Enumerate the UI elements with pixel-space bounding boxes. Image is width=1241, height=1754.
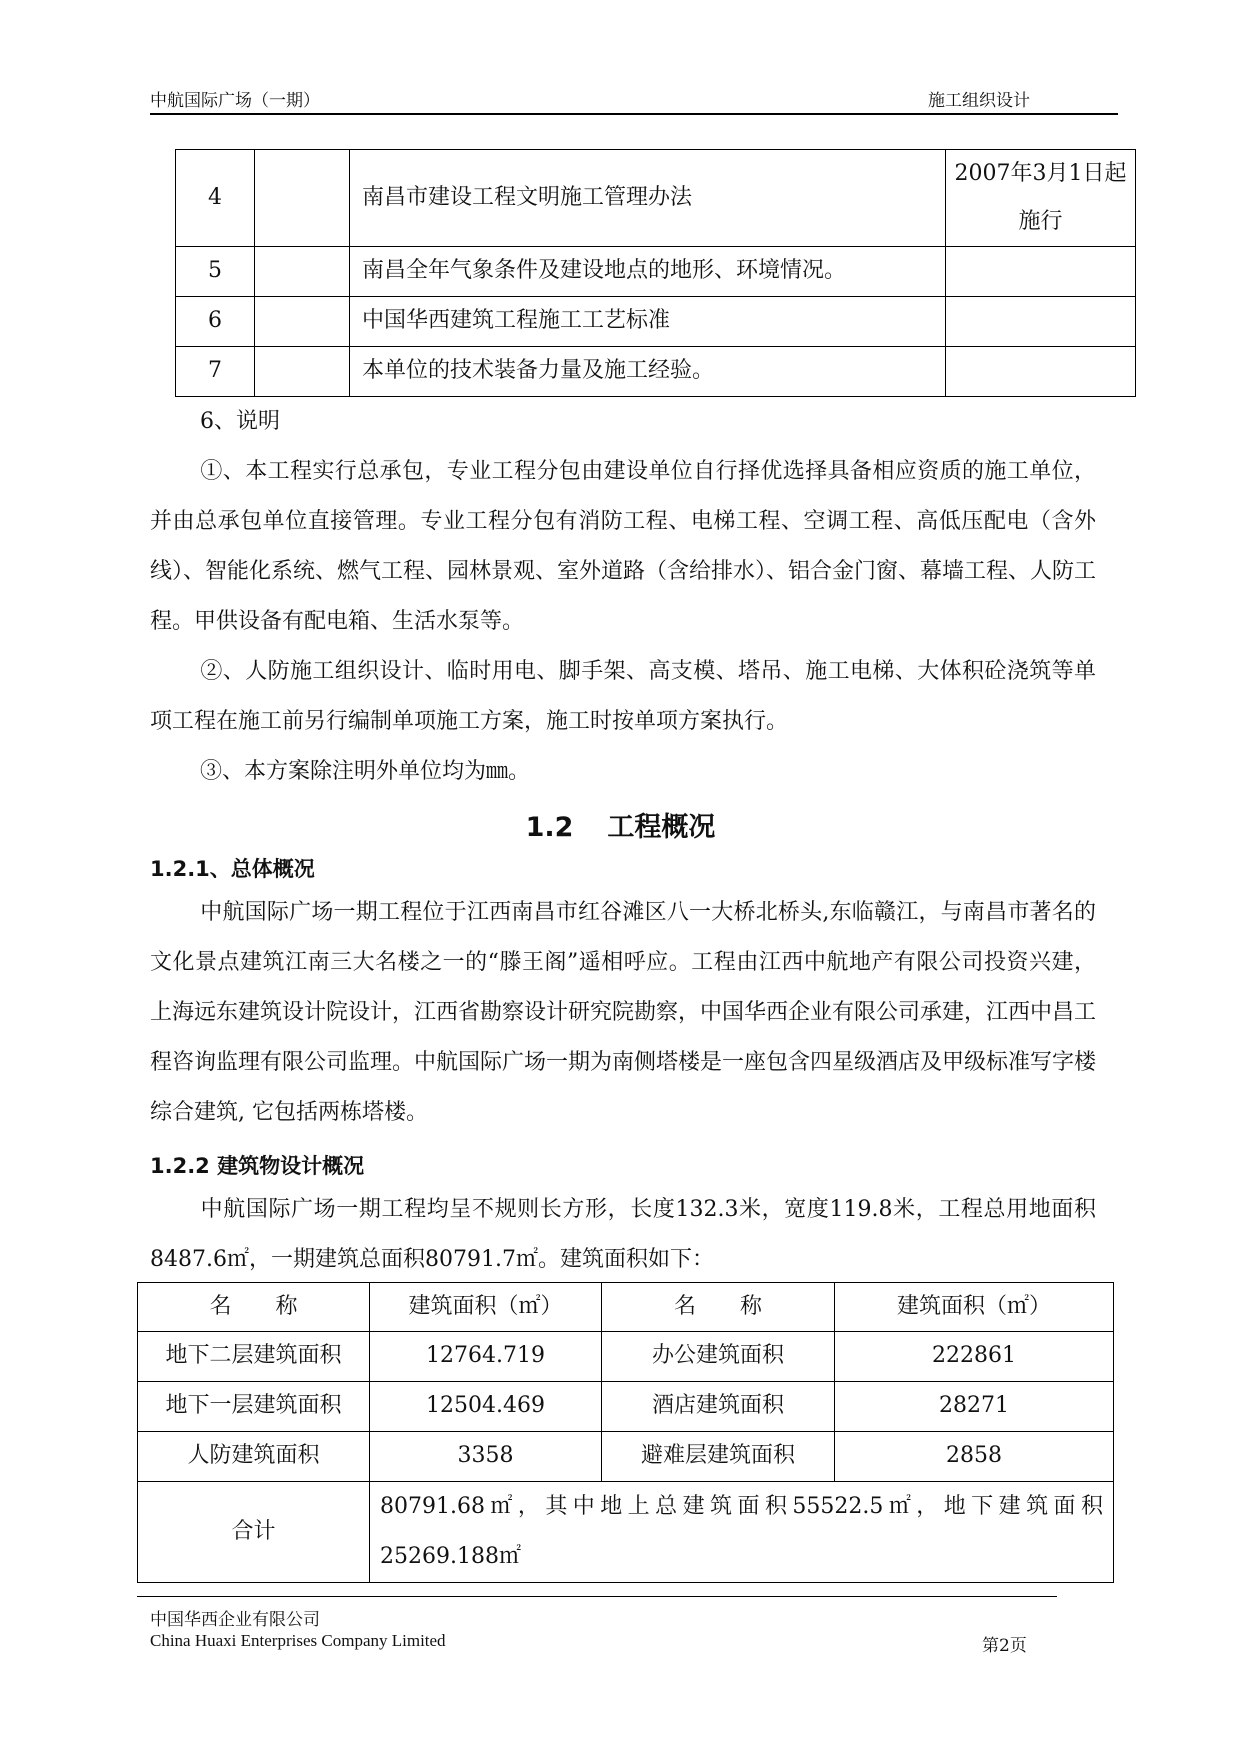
note-item-1-text: ①、本工程实行总承包，专业工程分包由建设单位自行择优选择具备相应资质的施工单位，并由总承包单位直接管理。专业工程分包有消防工程、电梯工程、空调工程、高低压配电（含外线）、智能化系统、燃气工程、园林景观、室外道路（含给排水）、铝合金门窗、幕墙工程、人防工程。甲供设备有配电箱、生活水泵等。 <box>150 459 1097 634</box>
cell: 28271 <box>835 1382 1114 1432</box>
row-code <box>255 347 350 397</box>
table-row <box>176 150 1136 247</box>
note-item-2-text: ②、人防施工组织设计、临时用电、脚手架、高支模、塔吊、施工电梯、大体积砼浇筑等单项工程在施工前另行编制单项施工方案，施工时按单项方案执行。 <box>150 659 1096 734</box>
row-description: 南昌市建设工程文明施工管理办法 <box>350 150 946 247</box>
footer-rule <box>137 1596 1057 1597</box>
row-number: 7 <box>176 347 255 397</box>
cell: 办公建筑面积 <box>602 1332 835 1382</box>
header-rule <box>150 113 1118 115</box>
notes-heading-text: 6、说明 <box>200 409 280 434</box>
table-total-row <box>138 1482 1114 1583</box>
note-item-3-text: ③、本方案除注明外单位均为㎜。 <box>200 759 531 784</box>
section-number: 1.2 <box>525 812 574 843</box>
cell: 12764.719 <box>370 1332 602 1382</box>
table-row <box>176 297 1136 347</box>
row-effective-date <box>946 347 1136 397</box>
design-paragraph <box>150 1185 1096 1285</box>
row-effective-date: 2007年3月1日起施行 <box>946 150 1136 247</box>
row-effective-date <box>946 297 1136 347</box>
table-row <box>138 1382 1114 1432</box>
row-code <box>255 247 350 297</box>
table-row <box>176 347 1136 397</box>
overview-text: 中航国际广场一期工程位于江西南昌市红谷滩区八一大桥北桥头,东临赣江，与南昌市著名的文化景点建筑江南三大名楼之一的“滕王阁”遥相呼应。工程由江西中航地产有限公司投资兴建，上海远东建筑设计院设计，江西省勘察设计研究院勘察，中国华西企业有限公司承建，江西中昌工程咨询监理有限公司监理。中航国际广场一期为南侧塔楼是一座包含四星级酒店及甲级标准写字楼综合建筑, 它包括两栋塔楼。 <box>150 900 1097 1125</box>
area-table <box>137 1282 1114 1583</box>
row-description: 中国华西建筑工程施工工艺标准 <box>350 297 946 347</box>
total-value: 80791.68㎡，其中地上总建筑面积55522.5㎡，地下建筑面积25269.188㎡ <box>370 1482 1114 1583</box>
total-label: 合计 <box>138 1482 370 1583</box>
overview-paragraph <box>150 888 1096 1138</box>
cell: 3358 <box>370 1432 602 1482</box>
cell: 地下二层建筑面积 <box>138 1332 370 1382</box>
subsection-heading-overview: 1.2.1、总体概况 <box>150 857 315 881</box>
cell: 避难层建筑面积 <box>602 1432 835 1482</box>
cell: 222861 <box>835 1332 1114 1382</box>
design-text: 中航国际广场一期工程均呈不规则长方形，长度132.3米，宽度119.8米，工程总用地面积8487.6㎡，一期建筑总面积80791.7㎡。建筑面积如下： <box>150 1197 1096 1272</box>
table-header-row <box>138 1283 1114 1332</box>
table-row <box>138 1432 1114 1482</box>
section-title: 工程概况 <box>607 812 716 843</box>
subsection-heading-design: 1.2.2 建筑物设计概况 <box>150 1154 365 1178</box>
cell: 12504.469 <box>370 1382 602 1432</box>
row-code <box>255 297 350 347</box>
notes-heading <box>150 397 1096 447</box>
section-heading <box>0 805 1241 844</box>
table-row <box>176 247 1136 297</box>
row-effective-date <box>946 247 1136 297</box>
row-number: 5 <box>176 247 255 297</box>
row-number: 4 <box>176 150 255 247</box>
footer-company-en: China Huaxi Enterprises Company Limited <box>150 1631 446 1650</box>
header-name-2: 名 称 <box>602 1283 835 1332</box>
header-project-name: 中航国际广场（一期） <box>150 91 320 111</box>
note-item-3 <box>150 747 1096 797</box>
row-code <box>255 150 350 247</box>
header-name-1: 名 称 <box>138 1283 370 1332</box>
cell: 地下一层建筑面积 <box>138 1382 370 1432</box>
footer-page-number: 第2页 <box>982 1636 1027 1656</box>
header-doc-type: 施工组织设计 <box>928 91 1030 111</box>
cell: 人防建筑面积 <box>138 1432 370 1482</box>
cell: 酒店建筑面积 <box>602 1382 835 1432</box>
note-item-1 <box>150 447 1096 647</box>
header-area-2: 建筑面积（㎡） <box>835 1283 1114 1332</box>
footer-company-cn: 中国华西企业有限公司 <box>150 1610 320 1630</box>
table-row <box>138 1332 1114 1382</box>
note-item-2 <box>150 647 1096 747</box>
row-description: 南昌全年气象条件及建设地点的地形、环境情况。 <box>350 247 946 297</box>
row-description: 本单位的技术装备力量及施工经验。 <box>350 347 946 397</box>
row-number: 6 <box>176 297 255 347</box>
reference-table <box>175 149 1136 397</box>
header-area-1: 建筑面积（㎡） <box>370 1283 602 1332</box>
cell: 2858 <box>835 1432 1114 1482</box>
